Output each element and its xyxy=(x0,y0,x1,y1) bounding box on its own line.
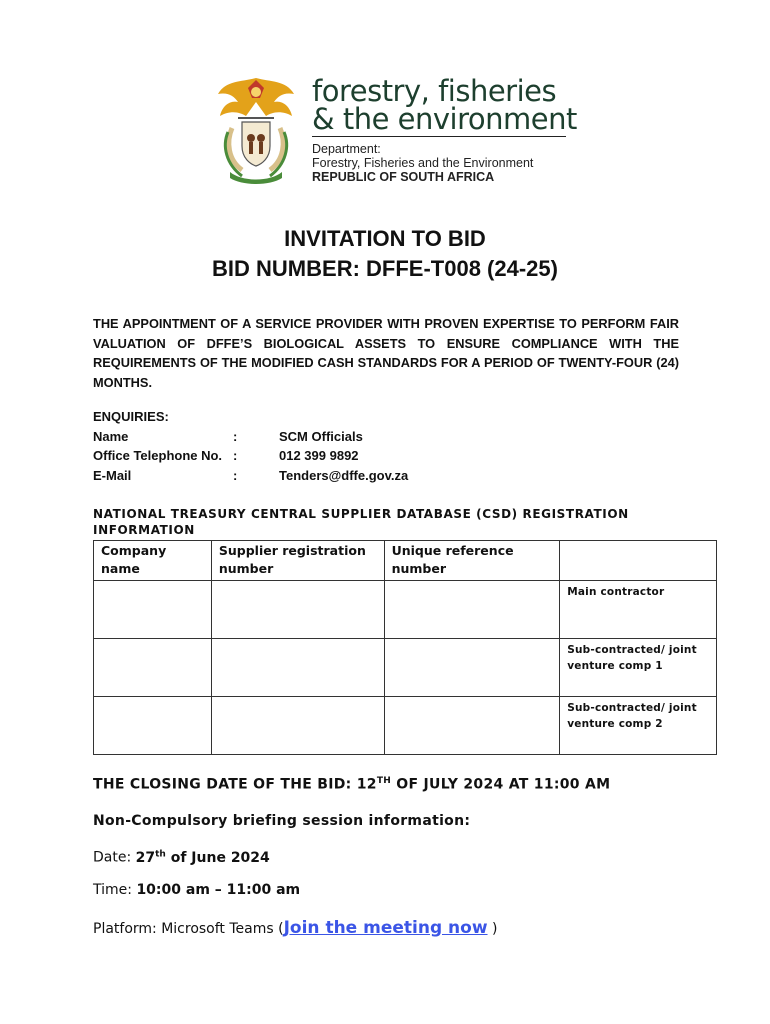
closing-date-rest: OF JULY 2024 AT 11:00 AM xyxy=(391,776,611,793)
supplier-reg-cell[interactable] xyxy=(211,697,384,755)
enquiry-label: Name xyxy=(93,429,129,444)
unique-ref-cell[interactable] xyxy=(384,639,560,697)
brand-name-line1: forestry, fisheries xyxy=(312,74,557,108)
join-meeting-link[interactable]: Join the meeting now xyxy=(283,918,488,938)
enquiry-value: 012 399 9892 xyxy=(279,448,359,463)
column-header-role xyxy=(560,541,717,581)
time-value: 10:00 am – 11:00 am xyxy=(136,882,301,898)
country-name: REPUBLIC OF SOUTH AFRICA xyxy=(312,170,495,184)
closing-date-prefix: THE CLOSING DATE OF THE BID: 12 xyxy=(93,776,377,793)
column-header-company: Company name xyxy=(94,541,212,581)
platform-close: ) xyxy=(487,921,498,937)
enquiries-heading: ENQUIRIES: xyxy=(93,409,169,424)
enquiry-colon: : xyxy=(233,448,238,463)
document-title: INVITATION TO BID xyxy=(284,226,486,251)
column-header-supplier-reg: Supplier registration number xyxy=(211,541,384,581)
bid-number: BID NUMBER: DFFE-T008 (24-25) xyxy=(212,256,558,281)
enquiry-value: SCM Officials xyxy=(279,429,363,444)
closing-date xyxy=(93,776,610,793)
table-header-row xyxy=(94,541,717,581)
briefing-heading: Non-Compulsory briefing session information: xyxy=(93,813,471,829)
column-header-unique-ref: Unique reference number xyxy=(384,541,560,581)
brand-divider xyxy=(312,136,566,137)
role-label: Sub-contracted/ joint venture comp 2 xyxy=(560,697,717,755)
table-row xyxy=(94,581,717,639)
department-logo xyxy=(212,72,577,184)
date-rest: of June 2024 xyxy=(165,849,270,866)
csd-registration-table xyxy=(93,540,717,755)
enquiry-value: Tenders@dffe.gov.za xyxy=(279,468,409,483)
bid-scope-description: THE APPOINTMENT OF A SERVICE PROVIDER WITH PROVEN EXPERTISE TO PERFORM FAIR VALUATION OF DFFE’S BIOLOGICAL ASSETS TO ENSURE COMPLIANCE WITH THE REQUIREMENTS OF THE MODIFIED CASH STANDARDS FOR A PERIOD OF TWENTY-FOUR (24) MONTHS. xyxy=(93,316,679,390)
coat-of-arms-icon xyxy=(212,72,300,184)
supplier-reg-cell[interactable] xyxy=(211,581,384,639)
unique-ref-cell[interactable] xyxy=(384,581,560,639)
department-name: Forestry, Fisheries and the Environment xyxy=(312,156,534,170)
enquiry-colon: : xyxy=(233,468,238,483)
briefing-time xyxy=(93,882,300,898)
unique-ref-cell[interactable] xyxy=(384,697,560,755)
company-name-cell[interactable] xyxy=(94,639,212,697)
company-name-cell[interactable] xyxy=(94,697,212,755)
platform-label: Platform: Microsoft Teams ( xyxy=(93,921,284,937)
table-row xyxy=(94,697,717,755)
brand-name-line2: & the environment xyxy=(312,102,577,136)
closing-date-suffix-ordinal: TH xyxy=(376,776,392,786)
table-row xyxy=(94,639,717,697)
enquiry-colon: : xyxy=(233,429,238,444)
briefing-date xyxy=(93,849,270,866)
role-label: Main contractor xyxy=(560,581,717,639)
time-label: Time: xyxy=(93,882,137,898)
role-label: Sub-contracted/ joint venture comp 1 xyxy=(560,639,717,697)
enquiry-label: Office Telephone No. xyxy=(93,448,223,463)
csd-heading: NATIONAL TREASURY CENTRAL SUPPLIER DATABASE (CSD) REGISTRATION INFORMATION xyxy=(93,507,629,537)
supplier-reg-cell[interactable] xyxy=(211,639,384,697)
company-name-cell[interactable] xyxy=(94,581,212,639)
date-day: 27 xyxy=(135,849,156,866)
briefing-platform xyxy=(93,918,497,938)
date-label: Date: xyxy=(93,849,136,866)
department-label: Department: xyxy=(312,142,381,156)
date-ordinal: th xyxy=(155,849,166,859)
enquiry-label: E-Mail xyxy=(93,468,132,483)
